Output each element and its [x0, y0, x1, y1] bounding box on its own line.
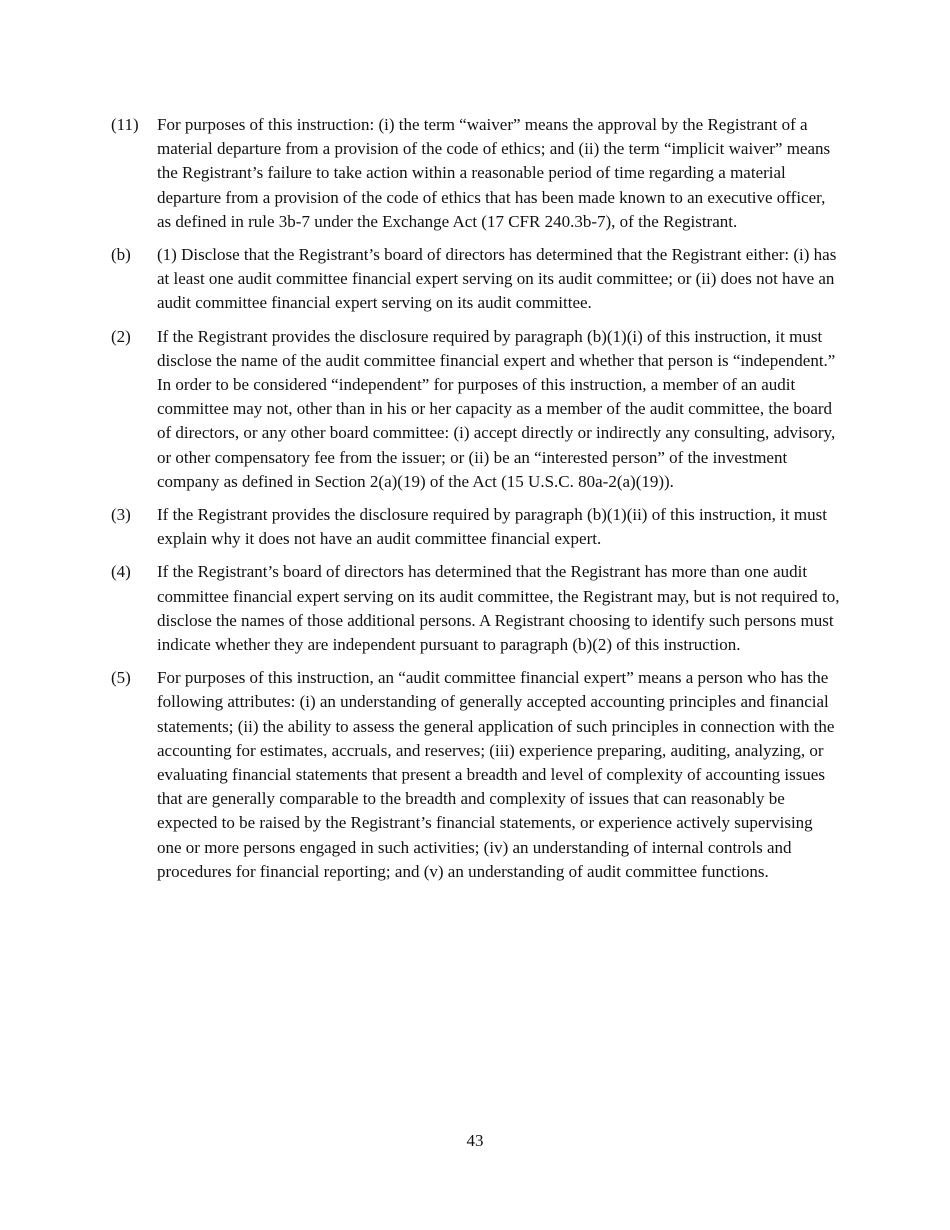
item-label: (4) [111, 562, 131, 582]
instruction-list [111, 113, 841, 893]
page-number: 43 [466, 1131, 484, 1150]
item-label: (b) [111, 245, 131, 265]
item-text: If the Registrant’s board of directors has determined that the Registrant has more than one audit committee financial expert serving on its audit committee, the Registrant may, but is not required to, disclose the names of those additional persons. A Registrant choosing to identify such persons must indicate whether they are independent pursuant to paragraph (b)(2) of this instruction. [157, 562, 840, 655]
item-text: If the Registrant provides the disclosure required by paragraph (b)(1)(i) of this instruction, it must disclose the name of the audit committee financial expert and whether that person is “independent.” In order to be considered “independent” for purposes of this instruction, a member of an audit committee may not, other than in his or her capacity as a member of the audit committee, the board of directors, or any other board committee: (i) accept directly or indirectly any consulting, advisory, or other compensatory fee from the issuer; or (ii) be an “interested person” of the investment company as defined in Section 2(a)(19) of the Act (15 U.S.C. 80a-2(a)(19)). [157, 326, 836, 491]
item-label: (2) [111, 326, 131, 346]
item-label: (5) [111, 668, 131, 688]
item-text: (1) Disclose that the Registrant’s board of directors has determined that the Registrant either: (i) has at least one audit committee financial expert serving on its audit committee; or (ii) does not have an audit committee financial expert serving on its audit committee. [157, 245, 837, 313]
item-text: If the Registrant provides the disclosure required by paragraph (b)(1)(ii) of this instruction, it must explain why it does not have an audit committee financial expert. [157, 505, 827, 549]
list-item-11 [111, 113, 841, 234]
list-item-3 [111, 503, 841, 551]
item-label: (3) [111, 505, 131, 525]
list-item-4 [111, 560, 841, 657]
item-text: For purposes of this instruction: (i) the term “waiver” means the approval by the Registrant of a material departure from a provision of the code of ethics; and (ii) the term “implicit waiver” means the Registrant’s failure to take action within a reasonable period of time regarding a material departure from a provision of the code of ethics that has been made known to an executive officer, as defined in rule 3b-7 under the Exchange Act (17 CFR 240.3b-7), of the Registrant. [157, 115, 831, 231]
item-label: (11) [111, 115, 139, 134]
item-text: For purposes of this instruction, an “audit committee financial expert” means a person who has the following attributes: (i) an understanding of generally accepted accounting principles and financial statements; (ii) the ability to assess the general application of such principles in connection with the accounting for estimates, accruals, and reserves; (iii) experience preparing, auditing, analyzing, or evaluating financial statements that present a breadth and level of complexity of accounting issues that are generally comparable to the breadth and complexity of issues that can reasonably be expected to be raised by the Registrant’s financial statements, or experience actively supervising one or more persons engaged in such activities; (iv) an understanding of internal controls and procedures for financial reporting; and (v) an understanding of audit committee functions. [157, 668, 835, 881]
list-item-2 [111, 325, 841, 494]
list-item-b [111, 243, 841, 316]
list-item-5 [111, 666, 841, 884]
